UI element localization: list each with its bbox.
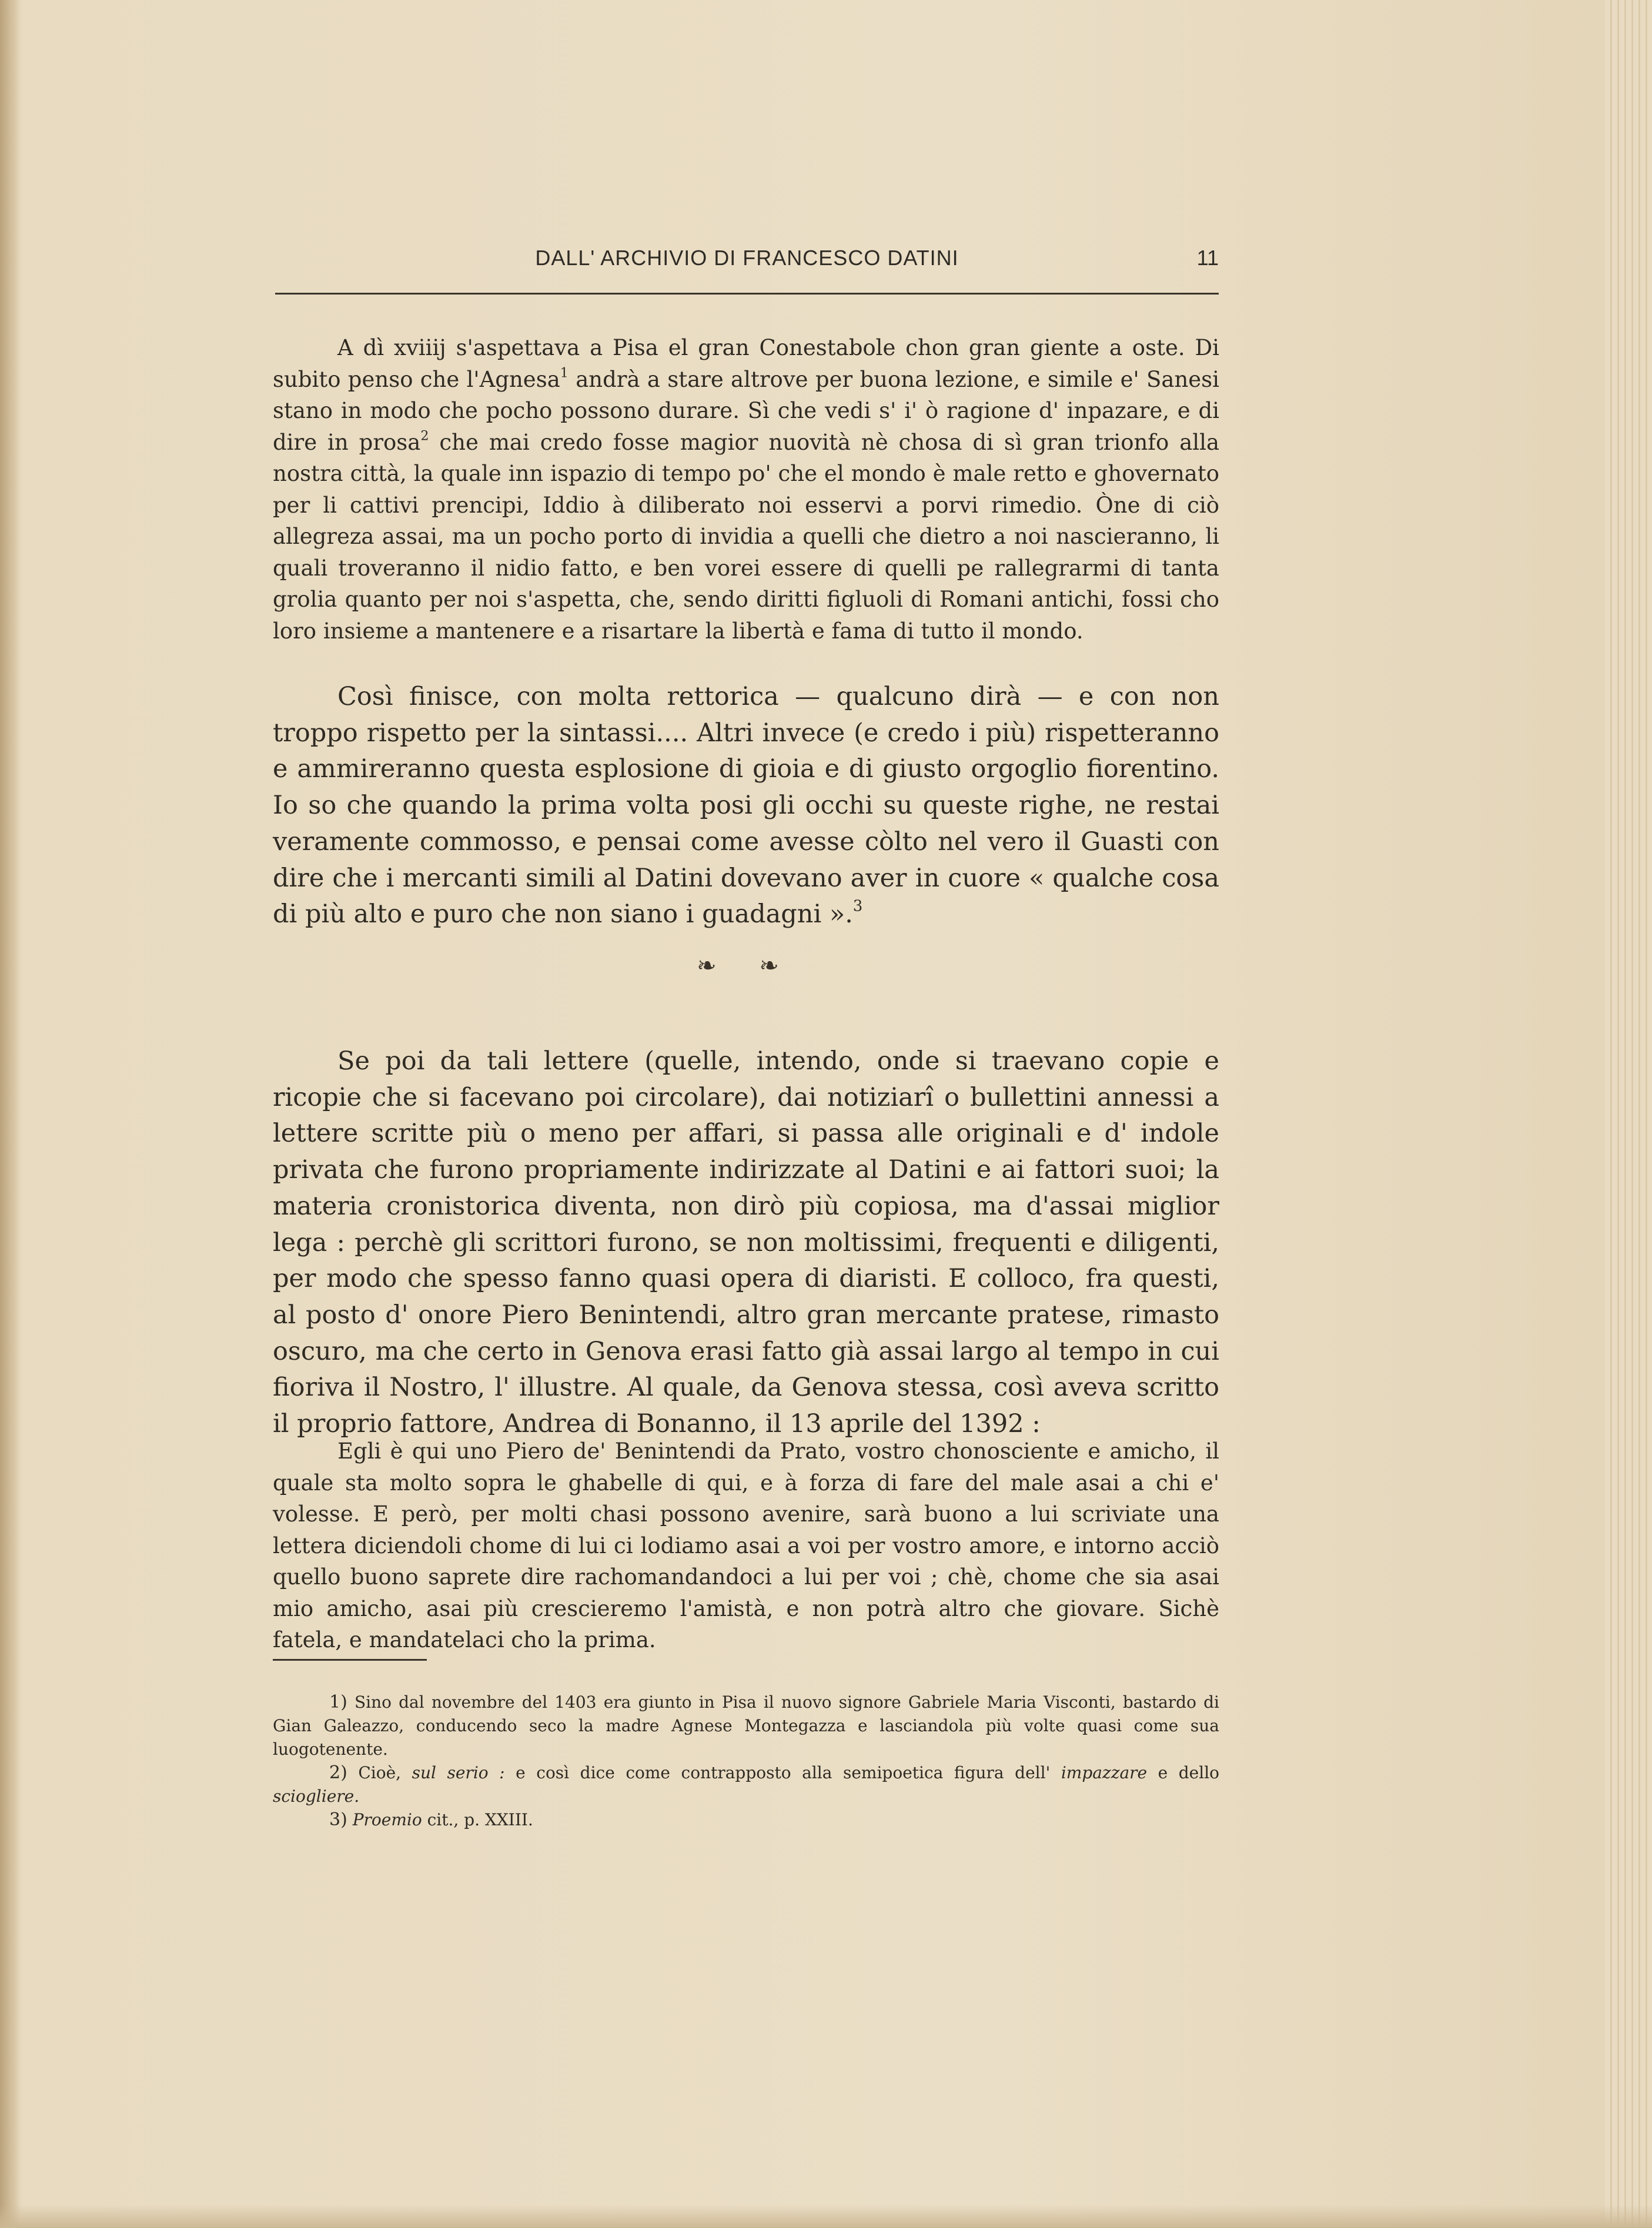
body-paragraph-2: [273, 1043, 1219, 1443]
binding-edge: [0, 0, 20, 2228]
footnote-3-number: 3): [329, 1809, 347, 1830]
footnotes: [273, 1691, 1219, 1832]
page-edges: [1605, 0, 1652, 2228]
paragraph-2-text: Se poi da tali lettere (quelle, intendo, onde si traevano copie e ricopie che si facevano poi circolare), dai notiziarî o bullettini annessi a lettere scritte più o meno per affari, si passa alle originali e d' indole privata che furono propriamente indirizzate al Datini e ai fattori suoi; la materia cronistorica diventa, non dirò più copiosa, ma d'assai miglior lega : perchè gli scrittori furono, se non moltissimi, frequenti e diligenti, per modo che spesso fanno quasi opera di diaristi. E colloco, fra questi, al posto d' onore Piero Benintendi, altro gran mercante pratese, rimasto oscuro, ma che certo in Genova erasi fatto già assai largo al tempo in cui fioriva il Nostro, l' illustre. Al quale, da Genova stessa, così aveva scritto il proprio fattore, Andrea di Bonanno, il 13 aprile del 1392 :: [273, 1046, 1219, 1439]
footnote-2-text-e: e dello: [1147, 1763, 1220, 1782]
paragraph-1: [273, 679, 1219, 933]
footnote-2-text-c: e così dice come contrapposto alla semipoetica figura dell': [504, 1763, 1061, 1782]
page-number: 11: [1196, 246, 1219, 270]
footnote-ref-2[interactable]: 2: [420, 427, 429, 443]
footnote-2: [273, 1761, 1219, 1808]
paragraph-1-text: Così finisce, con molta rettorica — qualcuno dirà — e con non troppo rispetto per la sintassi.... Altri invece (e credo i più) rispetteranno e ammireranno questa esplosione di gioia e di giusto orgoglio fiorentino. Io so che quando la prima volta posi gli occhi su queste righe, ne restai veramente commosso, e pensai come avesse còlto nel vero il Guasti con dire che i mercanti simili al Datini dovevano aver in cuore « qualche cosa di più alto e puro che non siano i guadagni ».: [273, 682, 1219, 929]
quoted-letter-1: [273, 332, 1219, 647]
body-paragraph-1: [273, 679, 1219, 933]
running-header: [275, 246, 1219, 295]
quote1-text-a: A dì xviiij s'aspettava a Pisa el gran Conestabole chon gran giente a oste. Di subito penso che l'Agnesa: [273, 335, 1219, 392]
quote-paragraph-1: [273, 332, 1219, 647]
footnote-1-text: Sino dal novembre del 1403 era giunto in Pisa il nuovo signore Gabriele Maria Visconti, bastardo di Gian Galeazzo, conducendo seco la madre Agnese Montegazza e lasciandola più volte quasi come sua luogotenente.: [273, 1692, 1219, 1759]
footnote-2-text-b: sul serio :: [412, 1763, 505, 1782]
footnote-2-number: 2): [329, 1762, 347, 1783]
footnote-ref-3[interactable]: 3: [852, 897, 863, 915]
footnote-2-text-f: sciogliere.: [273, 1787, 360, 1806]
footnote-3-text-a: Proemio: [352, 1810, 422, 1829]
quote2-text: Egli è qui uno Piero de' Benintendi da Prato, vostro chonosciente e amicho, il quale sta molto sopra le ghabelle di qui, e à forza di fare del male asai a chi e' volesse. E però, per molti chasi possono avenire, sarà buono a lui scriviate una lettera diciendoli chome di lui ci lodiamo asai a voi per vostro amore, e intorno acciò quello buono saprete dire rachomandandoci a lui per voi ; chè, chome che sia asai mio amicho, asai più crescieremo l'amistà, e non potrà altro che giovare. Sichè fatela, e mandatelaci cho la prima.: [273, 1439, 1219, 1652]
footnote-3: [273, 1808, 1219, 1832]
quote1-text-b: andrà a stare altrove per buona lezione, e simile e' Sanesi stano in modo che pocho possono durare. Sì che vedi s' i' ò ragione d' inpazare, e di dire in prosa: [273, 366, 1219, 455]
footnote-1-number: 1): [329, 1692, 347, 1712]
quoted-letter-2: [273, 1436, 1219, 1656]
footnote-1: [273, 1691, 1219, 1761]
running-title: DALL' ARCHIVIO DI FRANCESCO DATINI: [535, 246, 959, 270]
footnote-ref-1[interactable]: 1: [560, 364, 568, 380]
quote1-text-c: che mai credo fosse magior nuovità nè chosa di sì gran trionfo alla nostra città, la quale inn ispazio di tempo po' che el mondo è male retto e ghovernato per li cattivi prencipi, Iddio à diliberato noi esservi a porvi rimedio. Òne di ciò allegreza assai, ma un pocho porto di invidia a quelli che dietro a noi nascieranno, li quali troveranno il nidio fatto, e ben vorei essere di quelli pe rallegrarmi di tanta grolia quanto per noi s'aspetta, che, sendo diritti figluoli di Romani antichi, fossi cho loro insieme a mantenere e a risartare la libertà e fama di tutto il mondo.: [273, 429, 1220, 644]
footnote-2-text-d: impazzare: [1061, 1763, 1148, 1782]
footnote-rule: [273, 1659, 427, 1661]
bottom-edge: [0, 2204, 1652, 2228]
footnote-2-text-a: Cioè,: [358, 1763, 412, 1782]
footnote-3-text-b: cit., p. XXIII.: [422, 1810, 533, 1829]
ornament-divider: ❧ ❧: [697, 952, 797, 979]
